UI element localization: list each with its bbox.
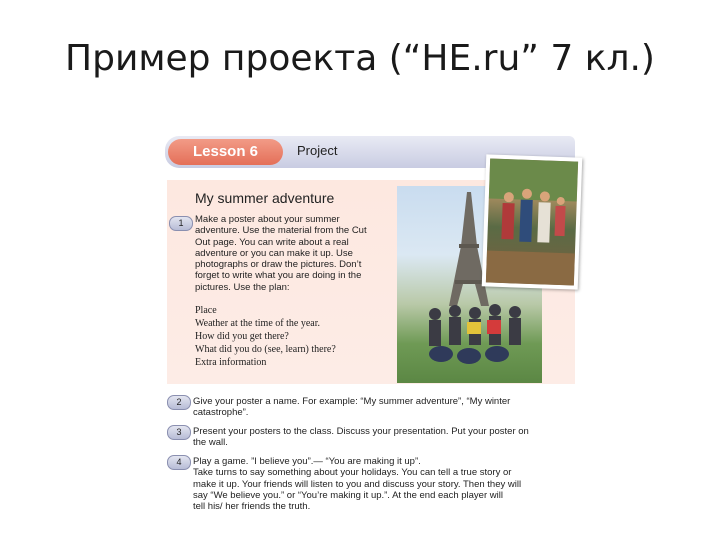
task-1-line: Make a poster about your summer (195, 214, 340, 225)
plan-item: Extra information (195, 357, 267, 368)
task-4-line: tell his/ her friends the truth. (193, 501, 311, 513)
task-3-line: Present your posters to the class. Discuss your presentation. Put your poster on (193, 426, 529, 437)
task-4-line: Take turns to say something about your holidays. You can tell a true story or (193, 467, 512, 479)
lesson-badge: Lesson 6 (168, 139, 283, 165)
task-4-line: make it up. Your friends will listen to you and discuss your story. Then they will (193, 478, 522, 490)
task-1-line: adventure or you can make it up. Use (195, 247, 353, 259)
task-3-line: the wall. (193, 437, 228, 449)
task-3-text (193, 426, 578, 449)
plan-item: Weather at the time of the year. (195, 318, 320, 329)
task-4-line: Play a game. ”I believe you”.— “You are making it up”. (193, 456, 421, 467)
task-1-text (195, 214, 395, 293)
plan-item: How did you get there? (195, 331, 289, 342)
task-1-line: photographs or draw the pictures. Don’t (195, 259, 362, 271)
family-photo (482, 154, 583, 289)
task-1-line: adventure. Use the material from the Cut (195, 225, 367, 237)
lesson-subtitle: My summer adventure (195, 190, 335, 206)
task-number-3: 3 (167, 425, 191, 440)
task-2-line: catastrophe”. (193, 407, 249, 419)
task-4-text (193, 456, 578, 512)
section-label: Project (297, 143, 338, 158)
task-1-line: forget to write what you are doing in the (195, 270, 362, 282)
slide-title: Пример проекта (“HE.ru” 7 кл.) (65, 38, 655, 79)
task-number-1: 1 (169, 216, 193, 231)
plan-item: Place (195, 305, 217, 316)
task-4-line: say “We believe you.” or “You’re making it up.”. At the end each player will (193, 489, 503, 501)
task-1-line: pictures. Use the plan: (195, 281, 290, 293)
task-1-line: Out page. You can write about a real (195, 236, 349, 248)
task-number-2: 2 (167, 395, 191, 410)
task-1-plan (195, 304, 336, 369)
task-2-line: Give your poster a name. For example: “My summer adventure”, “My winter (193, 396, 511, 407)
task-2-text (193, 396, 578, 419)
plan-item: What did you do (see, learn) there? (195, 344, 336, 355)
textbook-page (165, 136, 580, 526)
task-number-4: 4 (167, 455, 191, 470)
